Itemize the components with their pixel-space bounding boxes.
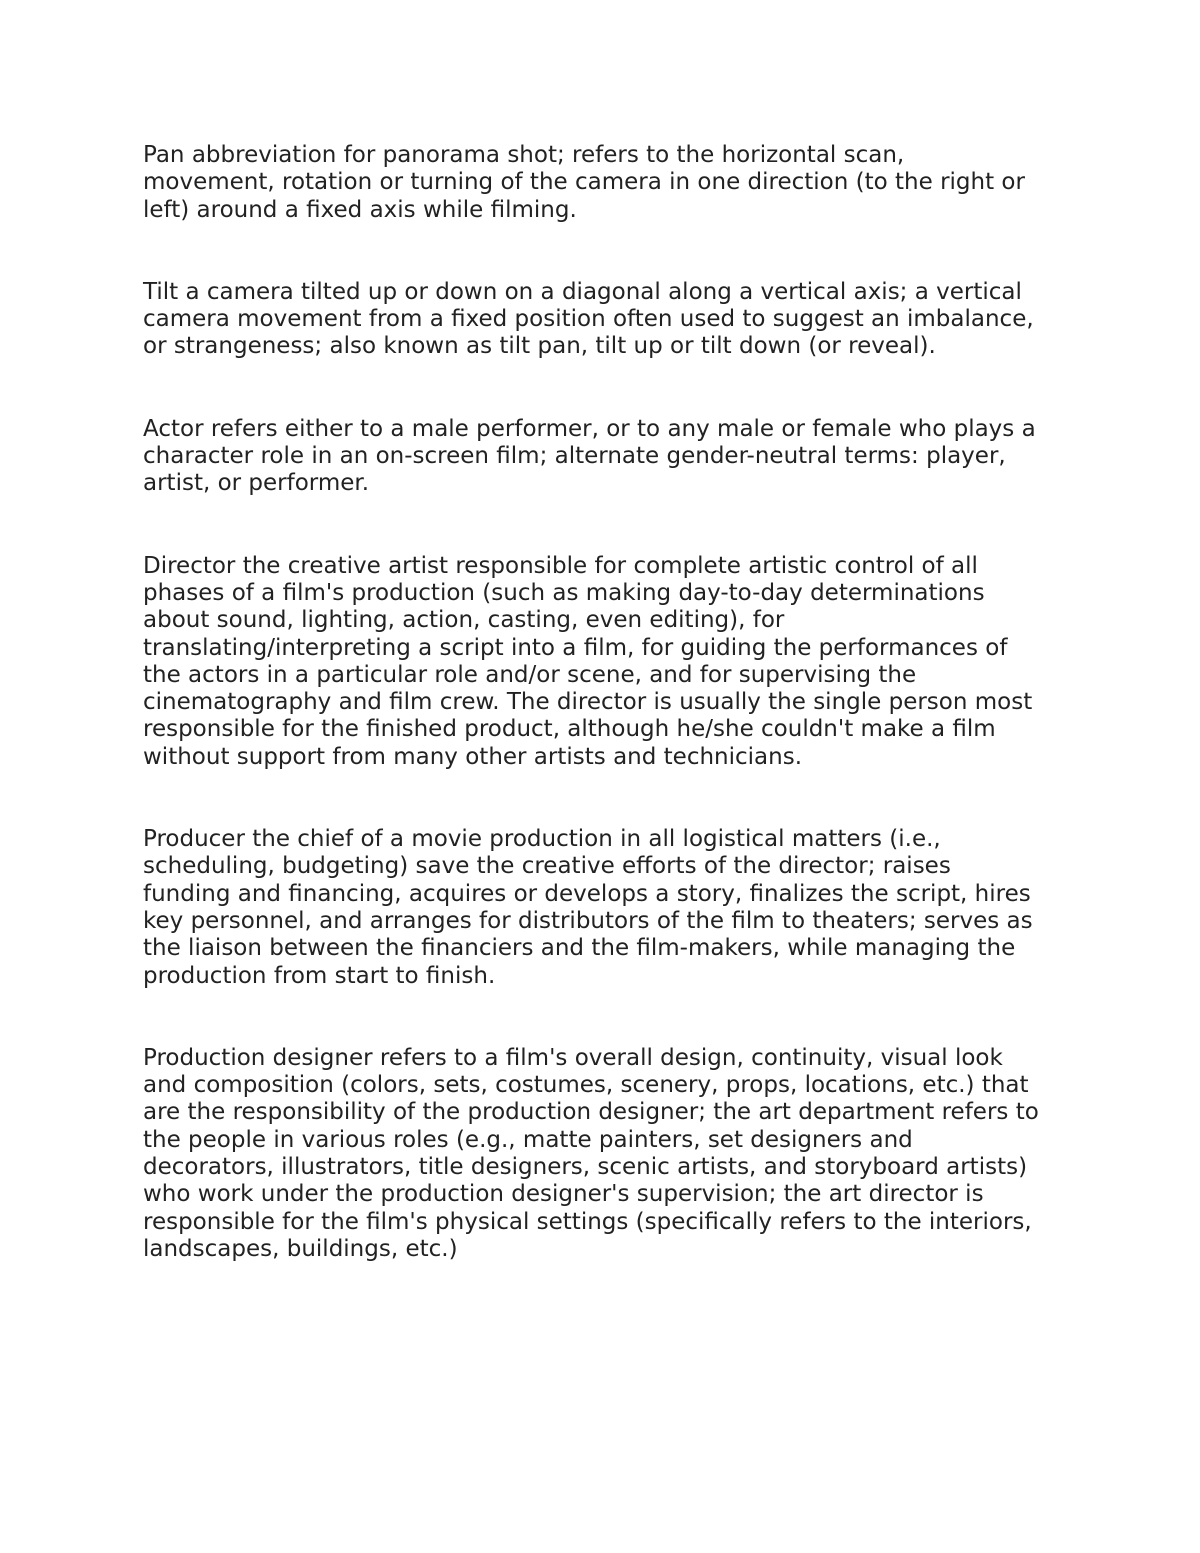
definition-director: Director the creative artist responsible for complete artistic control of all phases of a film's production (such as making day-to-day determinations about sound, lighting, action, casting, even editing), for translating/interpreting a script into a film, for guiding the performances of the actors in a particular role and/or scene, and for supervising the cinematography and film crew. The director is usually the single person most responsible for the finished product, although he/she couldn't make a film without support from many other artists and technicians. [143, 552, 1033, 770]
definition-pan: Pan abbreviation for panorama shot; refers to the horizontal scan, movement, rotation or turning of the camera in one direction (to the right or left) around a fixed axis while filming. [143, 142, 1025, 223]
document-body [143, 142, 1073, 1318]
definition-production-designer: Production designer refers to a film's overall design, continuity, visual look and composition (colors, sets, costumes, scenery, props, locations, etc.) that are the responsibility of the production designer; the art department refers to the people in various roles (e.g., matte painters, set designers and decorators, illustrators, title designers, scenic artists, and storyboard artists) who work under the production designer's supervision; the art director is responsible for the film's physical settings (specifically refers to the interiors, landscapes, buildings, etc.) [143, 1044, 1039, 1262]
definition-producer: Producer the chief of a movie production in all logistical matters (i.e., scheduling, budgeting) save the creative efforts of the director; raises funding and financing, acquires or develops a story, finalizes the script, hires key personnel, and arranges for distributors of the film to theaters; serves as the liaison between the financiers and the film-makers, while managing the production from start to finish. [143, 826, 1033, 989]
definition-tilt: Tilt a camera tilted up or down on a diagonal along a vertical axis; a vertical camera movement from a fixed position often used to suggest an imbalance, or strangeness; also known as tilt pan, tilt up or tilt down (or reveal). [143, 278, 1034, 360]
definition-actor: Actor refers either to a male performer, or to any male or female who plays a character role in an on-screen film; alternate gender-neutral terms: player, artist, or performer. [143, 415, 1036, 497]
